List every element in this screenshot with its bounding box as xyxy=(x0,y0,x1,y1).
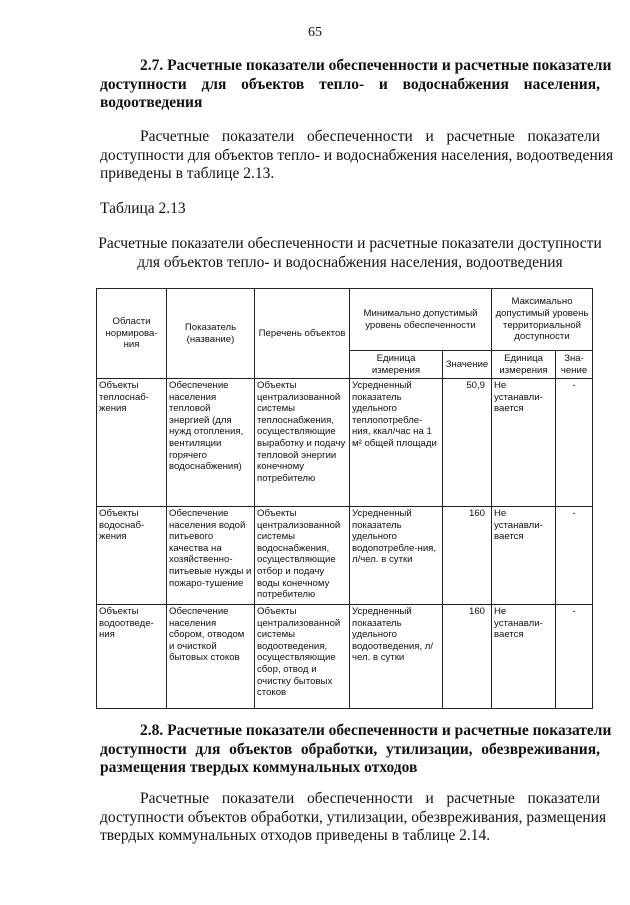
caption-line: Расчетные показатели обеспеченности и расчетные показатели доступности xyxy=(98,235,602,252)
section-2-7-paragraph xyxy=(100,128,614,184)
table-row xyxy=(97,379,593,507)
cell-indicator: Обеспечение населения тепловой энергией (для нужд отопления, вентиляции горячего водоснабжения) xyxy=(167,379,255,507)
paragraph-line: приведены в таблице 2.13. xyxy=(100,165,275,182)
table-caption xyxy=(90,234,610,272)
section-2-8-heading xyxy=(100,722,612,778)
cell-objects: Объекты централизованной системы теплоснабжения, осуществляющие выработку и подачу тепловой энергии конечному потребителю xyxy=(255,379,350,507)
cell-max-unit: Не устанавли-вается xyxy=(492,605,556,709)
header-objects: Перечень объектов xyxy=(255,289,350,379)
table-label: Таблица 2.13 xyxy=(100,200,186,217)
heading-line: доступности для объектов обработки, утилизации, обезвреживания, xyxy=(100,740,600,758)
cell-objects: Объекты централизованной системы водоснабжения, осуществляющие отбор и подачу воды конечному потребителю xyxy=(255,507,350,605)
cell-max-value: - xyxy=(556,605,593,709)
table-row xyxy=(97,605,593,709)
caption-line: для объектов тепло- и водоснабжения населения, водоотведения xyxy=(137,254,563,271)
heading-line: доступности для объектов тепло- и водоснабжения населения, xyxy=(100,75,600,93)
cell-max-value: - xyxy=(556,379,593,507)
cell-min-unit: Усредненный показатель удельного водопотребле-ния, л/чел. в сутки xyxy=(350,507,443,605)
cell-min-value: 160 xyxy=(443,605,492,709)
cell-indicator: Обеспечение населения водой питьевого качества на хозяйственно-питьевые нужды и пожаро-тушение xyxy=(167,507,255,605)
heading-line: 2.7. Расчетные показатели обеспеченности и расчетные показатели xyxy=(140,57,612,74)
header-min-unit: Единица измерения xyxy=(350,351,443,379)
cell-min-unit: Усредненный показатель удельного теплопотребле-ния, ккал/час на 1 м² общей площади xyxy=(350,379,443,507)
cell-area: Объекты водоснаб-жения xyxy=(97,507,167,605)
indicators-table xyxy=(96,288,593,709)
table-row xyxy=(97,507,593,605)
heading-line: размещения твердых коммунальных отходов xyxy=(100,759,418,776)
cell-min-value: 160 xyxy=(443,507,492,605)
header-indicator: Показатель (название) xyxy=(167,289,255,379)
header-min-level: Минимально допустимый уровень обеспеченности xyxy=(350,289,492,351)
header-max-value: Зна-чение xyxy=(556,351,593,379)
paragraph-line: Расчетные показатели обеспеченности и расчетные показатели xyxy=(140,790,600,807)
cell-min-value: 50,9 xyxy=(443,379,492,507)
cell-area: Объекты водоотведе-ния xyxy=(97,605,167,709)
header-max-unit: Единица измерения xyxy=(492,351,556,379)
cell-objects: Объекты централизованной системы водоотведения, осуществляющие сбор, отвод и очистку бытовых стоков xyxy=(255,605,350,709)
cell-max-unit: Не устанавли-вается xyxy=(492,507,556,605)
cell-indicator: Обеспечение населения сбором, отводом и очисткой бытовых стоков xyxy=(167,605,255,709)
paragraph-line: твердых коммунальных отходов приведены в таблице 2.14. xyxy=(100,827,491,844)
paragraph-line: доступности объектов обработки, утилизации, обезвреживания, размещения xyxy=(100,808,607,826)
section-2-7-heading xyxy=(100,57,612,113)
header-min-value: Значение xyxy=(443,351,492,379)
cell-min-unit: Усредненный показатель удельного водоотведения, л/чел. в сутки xyxy=(350,605,443,709)
cell-max-value: - xyxy=(556,507,593,605)
cell-max-unit: Не устанавли-вается xyxy=(492,379,556,507)
paragraph-line: Расчетные показатели обеспеченности и расчетные показатели xyxy=(140,128,600,145)
section-2-8-paragraph xyxy=(100,790,607,846)
heading-line: водоотведения xyxy=(100,94,203,111)
header-area: Области нормирова-ния xyxy=(97,289,167,379)
cell-area: Объекты теплоснаб-жения xyxy=(97,379,167,507)
paragraph-line: доступности для объектов тепло- и водоснабжения населения, водоотведения xyxy=(100,146,614,164)
page-number: 65 xyxy=(308,25,322,40)
heading-line: 2.8. Расчетные показатели обеспеченности и расчетные показатели xyxy=(140,722,612,739)
header-max-level: Максимально допустимый уровень территориальной доступности xyxy=(492,289,593,351)
